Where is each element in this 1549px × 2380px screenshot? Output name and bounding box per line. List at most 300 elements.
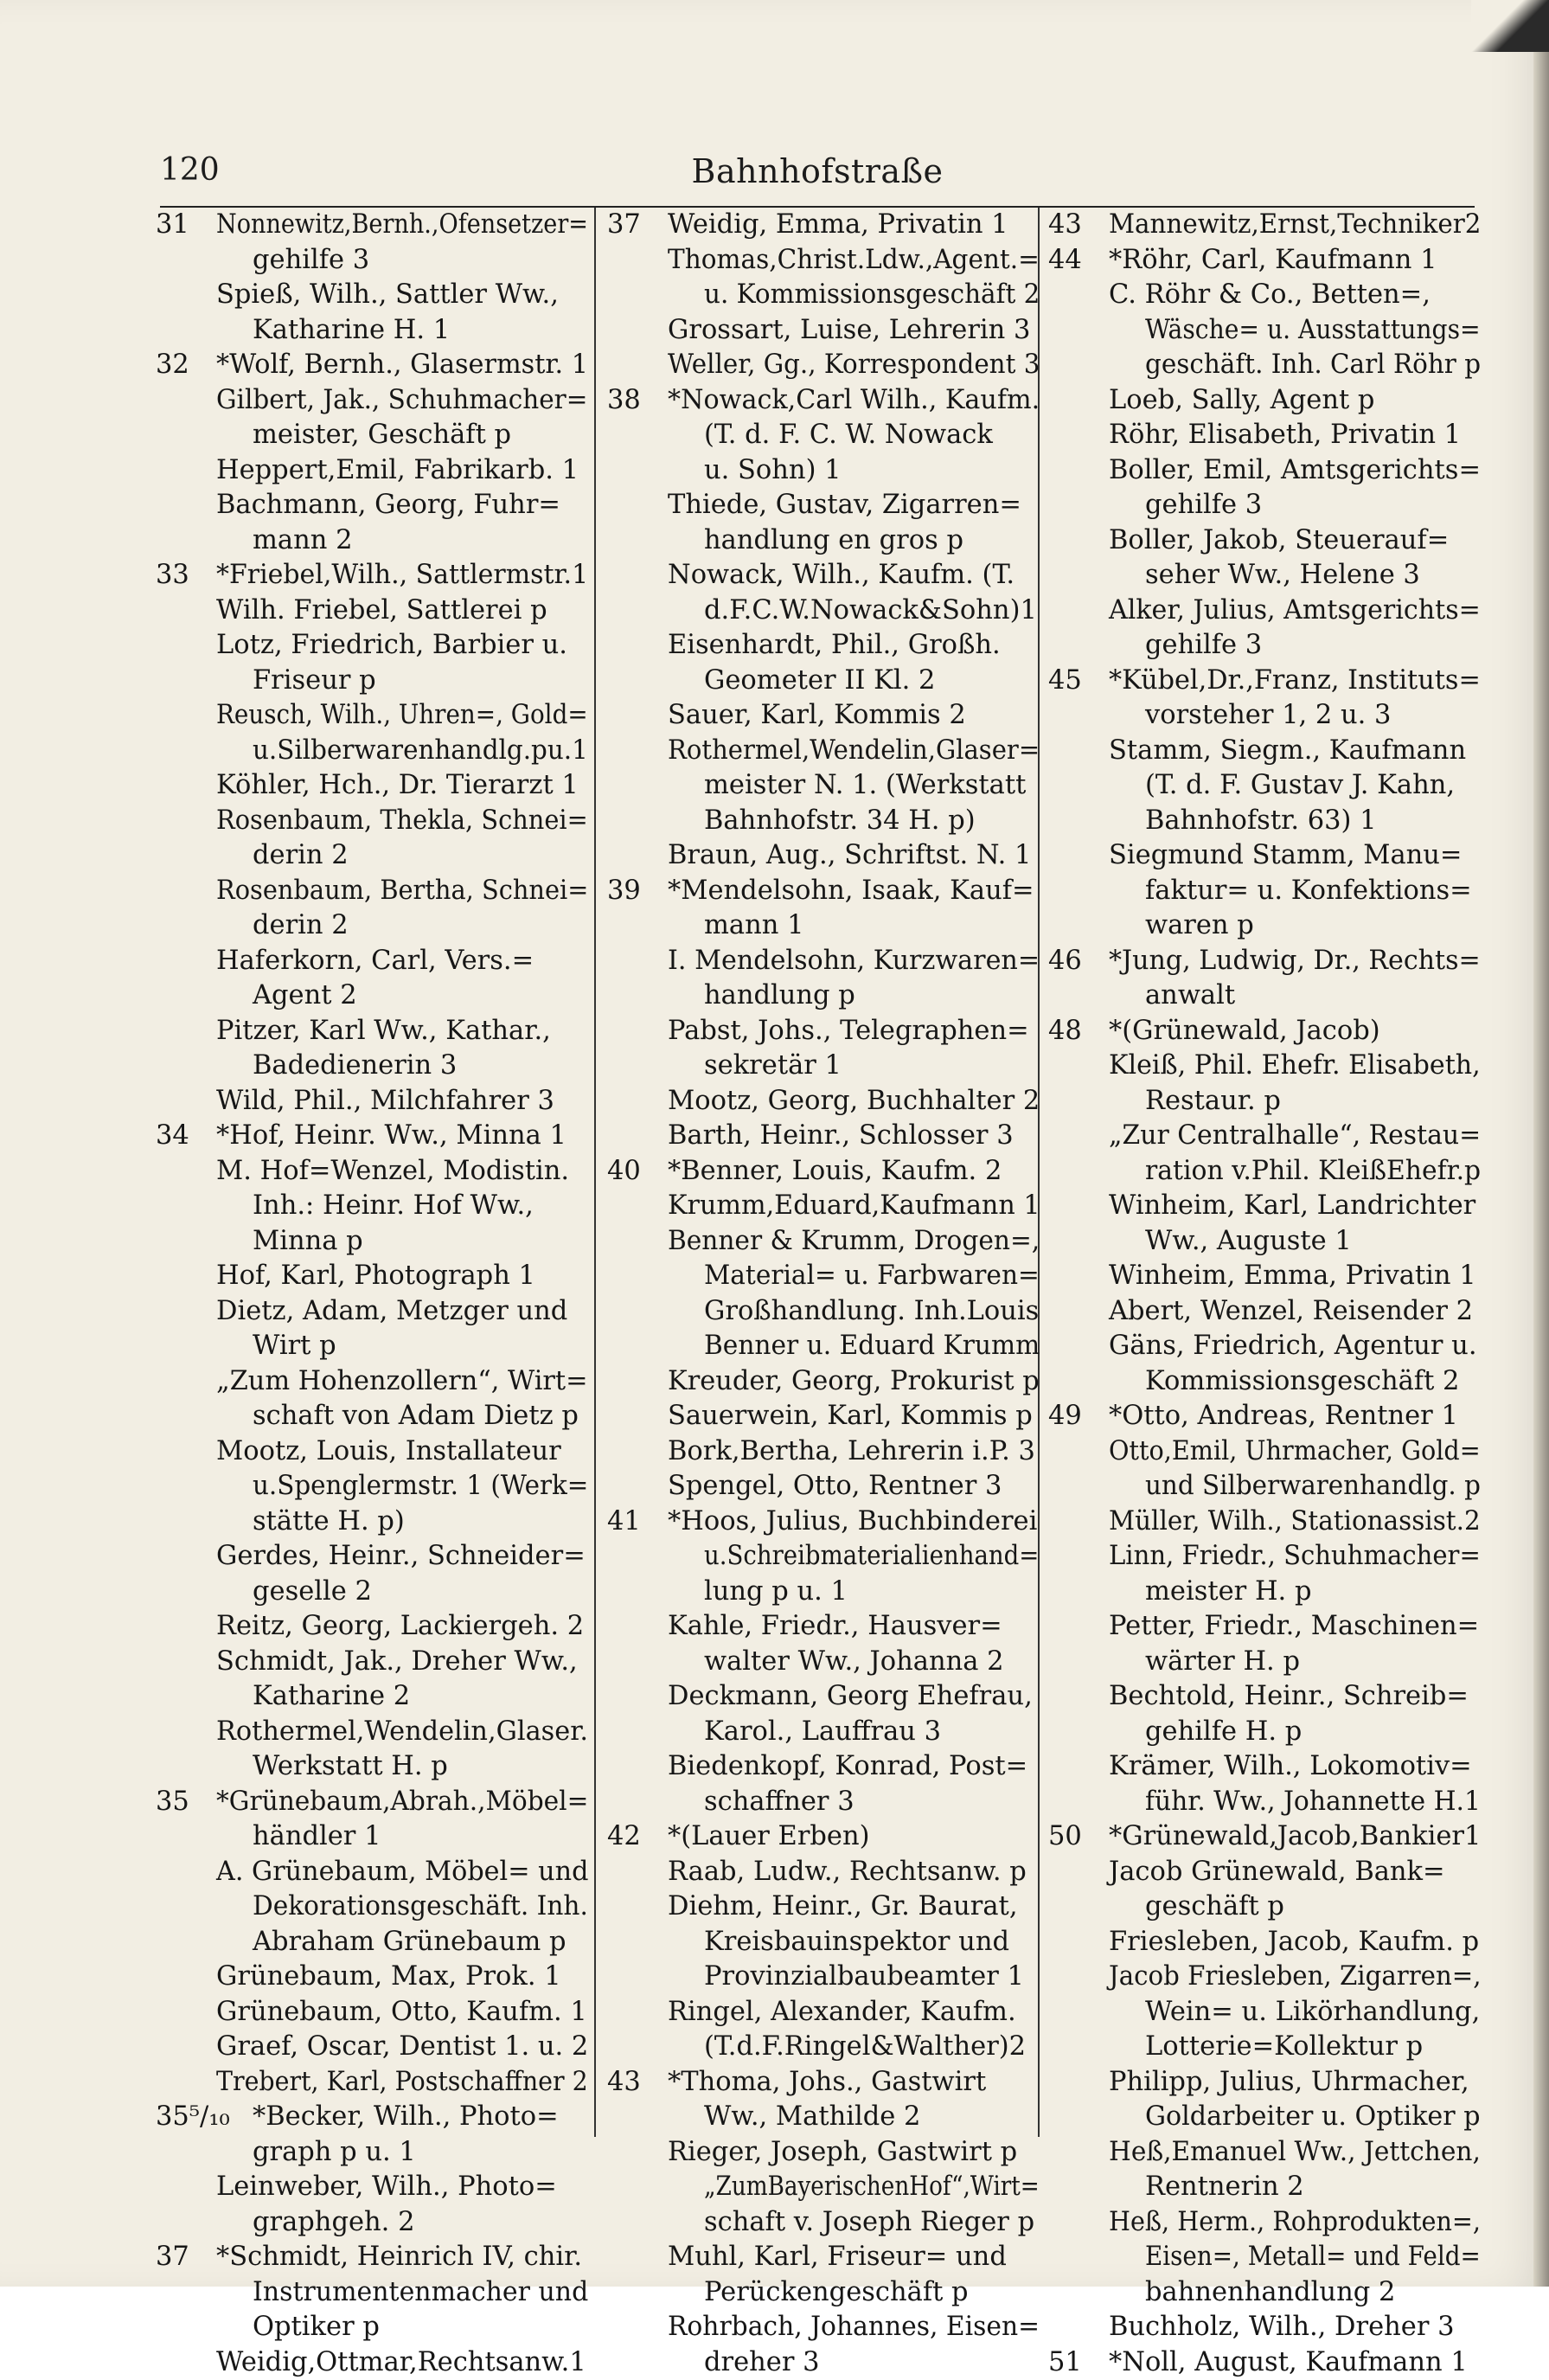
directory-entry-line	[156, 2030, 588, 2065]
directory-entry-line	[1048, 804, 1481, 839]
directory-entry-line	[156, 2205, 588, 2241]
entry-text: stätte H. p)	[253, 1504, 405, 1540]
entry-text: (T. d. F. Gustav J. Kahn,	[1145, 768, 1455, 804]
directory-entry-line	[156, 2170, 588, 2205]
entry-text: *Thoma, Johs., Gastwirt	[668, 2065, 986, 2101]
directory-entry-line	[1048, 1925, 1481, 1960]
entry-text: Kreisbauinspektor und	[704, 1925, 1009, 1960]
directory-entry-line	[156, 2100, 588, 2135]
directory-entry-line	[156, 1294, 588, 1330]
directory-column-3	[1048, 208, 1481, 2380]
entry-text: Kommissionsgeschäft 2	[1145, 1364, 1459, 1400]
directory-entry-line	[607, 698, 1040, 734]
page-number: 120	[160, 152, 220, 188]
directory-entry-line	[607, 1189, 1040, 1224]
house-number: 32	[156, 348, 209, 383]
directory-entry-line	[1048, 2275, 1481, 2311]
directory-entry-line	[156, 768, 588, 804]
directory-entry-line	[156, 1575, 588, 1610]
directory-entry-line	[1048, 208, 1481, 243]
entry-text: derin 2	[253, 908, 349, 944]
directory-entry-line	[1048, 1679, 1481, 1715]
directory-entry-line	[1048, 418, 1481, 453]
directory-entry-line	[1048, 1749, 1481, 1785]
directory-entry-line	[1048, 1154, 1481, 1190]
directory-entry-line	[1048, 908, 1481, 944]
directory-entry-line	[1048, 2135, 1481, 2171]
entry-text: u.Spenglermstr. 1 (Werk=	[253, 1469, 588, 1504]
directory-entry-line	[156, 243, 588, 279]
entry-text: Alker, Julius, Amtsgerichts=	[1109, 593, 1481, 629]
entry-text: *Grünebaum,Abrah.,Möbel=	[216, 1785, 588, 1820]
directory-entry-line	[607, 908, 1040, 944]
directory-entry-line	[607, 313, 1040, 349]
entry-text: Inh.: Heinr. Hof Ww.,	[253, 1189, 534, 1224]
directory-entry-line	[1048, 874, 1481, 909]
entry-text: Dietz, Adam, Metzger und	[216, 1294, 567, 1330]
entry-text: *Noll, August, Kaufmann 1	[1109, 2345, 1468, 2380]
entry-text: Nowack, Wilh., Kaufm. (T.	[668, 558, 1015, 593]
directory-entry-line	[156, 2345, 588, 2380]
directory-entry-line	[156, 2275, 588, 2311]
directory-entry-line	[1048, 1014, 1481, 1049]
directory-entry-line	[1048, 1960, 1481, 1995]
entry-text: Rentnerin 2	[1145, 2170, 1304, 2205]
entry-text: handlung p	[704, 978, 855, 1014]
entry-text: Rohrbach, Johannes, Eisen=	[668, 2310, 1040, 2345]
entry-text: Karol., Lauffrau 3	[704, 1715, 941, 1750]
entry-text: sekretär 1	[704, 1049, 842, 1084]
directory-entry-line	[1048, 1469, 1481, 1504]
entry-text: Dekorationsgeschäft. Inh.	[253, 1889, 588, 1925]
directory-entry-line	[607, 734, 1040, 769]
entry-text: Ww., Mathilde 2	[704, 2100, 920, 2135]
entry-text: Eisen=, Metall= und Feld=	[1145, 2240, 1481, 2275]
directory-entry-line	[156, 1364, 588, 1400]
entry-text: Köhler, Hch., Dr. Tierarzt 1	[216, 768, 579, 804]
directory-entry-line	[607, 1014, 1040, 1049]
entry-text: gehilfe 3	[253, 243, 369, 279]
directory-entry-line	[1048, 1259, 1481, 1294]
entry-text: Ww., Auguste 1	[1145, 1224, 1352, 1260]
directory-entry-line	[607, 2240, 1040, 2275]
house-number: 33	[156, 558, 209, 593]
house-number: 35⁵/₁₀	[156, 2100, 209, 2135]
entry-text: Goldarbeiter u. Optiker p	[1145, 2100, 1480, 2135]
entry-text: Lotz, Friedrich, Barbier u.	[216, 628, 567, 664]
directory-entry-line	[1048, 523, 1481, 559]
entry-text: gehilfe 3	[1145, 628, 1262, 664]
directory-entry-line	[156, 1645, 588, 1680]
entry-text: Eisenhardt, Phil., Großh.	[668, 628, 1001, 664]
directory-entry-line	[607, 243, 1040, 279]
entry-text: Ringel, Alexander, Kaufm.	[668, 1995, 1016, 2030]
entry-text: „ZumBayerischenHof“,Wirt=	[704, 2170, 1040, 2205]
directory-entry-line	[607, 2170, 1040, 2205]
entry-text: und Silberwarenhandlg. p	[1145, 1469, 1481, 1504]
entry-text: *Kübel,Dr.,Franz, Instituts=	[1109, 664, 1481, 699]
entry-text: Winheim, Karl, Landrichter	[1109, 1189, 1475, 1224]
directory-entry-line	[1048, 768, 1481, 804]
directory-entry-line	[156, 2135, 588, 2171]
directory-entry-line	[607, 1154, 1040, 1190]
directory-entry-line	[156, 1049, 588, 1084]
entry-text: gehilfe 3	[1145, 488, 1262, 523]
entry-text: handlung en gros p	[704, 523, 963, 559]
entry-text: Grünebaum, Max, Prok. 1	[216, 1960, 561, 1995]
directory-entry-line	[607, 1679, 1040, 1715]
directory-entry-line	[607, 874, 1040, 909]
entry-text: faktur= u. Konfektions=	[1145, 874, 1472, 909]
house-number: 37	[607, 208, 661, 243]
entry-text: walter Ww., Johanna 2	[704, 1645, 1004, 1680]
directory-entry-line	[607, 1399, 1040, 1434]
house-number: 44	[1048, 243, 1102, 279]
entry-text: schaft von Adam Dietz p	[253, 1399, 579, 1434]
directory-entry-line	[156, 1679, 588, 1715]
entry-text: u. Sohn) 1	[704, 453, 842, 489]
directory-entry-line	[607, 1960, 1040, 1995]
entry-text: Deckmann, Georg Ehefrau,	[668, 1679, 1033, 1715]
entry-text: Schmidt, Jak., Dreher Ww.,	[216, 1645, 578, 1680]
directory-entry-line	[607, 2065, 1040, 2101]
entry-text: Pabst, Johs., Telegraphen=	[668, 1014, 1029, 1049]
entry-text: Wilh. Friebel, Sattlerei p	[216, 593, 547, 629]
directory-column-2	[607, 208, 1040, 2380]
directory-entry-line	[156, 313, 588, 349]
directory-entry-line	[1048, 1855, 1481, 1890]
entry-text: händler 1	[253, 1819, 381, 1855]
directory-entry-line	[156, 1119, 588, 1154]
house-number: 50	[1048, 1819, 1102, 1855]
directory-entry-line	[607, 593, 1040, 629]
entry-text: u.Schreibmaterialienhand=	[704, 1539, 1039, 1575]
directory-entry-line	[156, 1539, 588, 1575]
entry-text: Hof, Karl, Photograph 1	[216, 1259, 535, 1294]
entry-text: Boller, Jakob, Steuerauf=	[1109, 523, 1449, 559]
directory-entry-line	[1048, 978, 1481, 1014]
entry-text: *Hof, Heinr. Ww., Minna 1	[216, 1119, 566, 1154]
directory-entry-line	[1048, 1084, 1481, 1119]
entry-text: A. Grünebaum, Möbel= und	[216, 1855, 588, 1890]
directory-entry-line	[156, 453, 588, 489]
entry-text: *Benner, Louis, Kaufm. 2	[668, 1154, 1002, 1190]
entry-text: geschäft p	[1145, 1889, 1284, 1925]
directory-entry-line	[607, 628, 1040, 664]
directory-entry-line	[607, 1259, 1040, 1294]
house-number: 39	[607, 874, 661, 909]
entry-text: Krumm,Eduard,Kaufmann 1	[668, 1189, 1040, 1224]
directory-entry-line	[607, 2345, 1040, 2380]
directory-entry-line	[607, 1049, 1040, 1084]
house-number: 40	[607, 1154, 661, 1190]
entry-text: Pitzer, Karl Ww., Kathar.,	[216, 1014, 551, 1049]
entry-text: Badedienerin 3	[253, 1049, 457, 1084]
entry-text: Großhandlung. Inh.Louis	[704, 1294, 1039, 1330]
house-number: 49	[1048, 1399, 1102, 1434]
entry-text: Rothermel,Wendelin,Glaser.	[216, 1715, 588, 1750]
directory-entry-line	[607, 523, 1040, 559]
entry-text: *Schmidt, Heinrich IV, chir.	[216, 2240, 582, 2275]
entry-text: *(Lauer Erben)	[668, 1819, 870, 1855]
entry-text: Restaur. p	[1145, 1084, 1281, 1119]
directory-entry-line	[156, 1014, 588, 1049]
directory-entry-line	[1048, 664, 1481, 699]
entry-text: M. Hof=Wenzel, Modistin.	[216, 1154, 569, 1190]
page-corner	[1471, 0, 1549, 52]
entry-text: Reusch, Wilh., Uhren=, Gold=	[216, 698, 588, 734]
entry-text: *Otto, Andreas, Rentner 1	[1109, 1399, 1458, 1434]
directory-entry-line	[1048, 944, 1481, 979]
entry-text: Benner u. Eduard Krumm	[704, 1329, 1040, 1364]
directory-entry-line	[156, 1259, 588, 1294]
directory-entry-line	[1048, 2205, 1481, 2241]
directory-entry-line	[156, 1329, 588, 1364]
entry-text: meister H. p	[1145, 1575, 1311, 1610]
entry-text: (T.d.F.Ringel&Walther)2	[704, 2030, 1026, 2065]
directory-entry-line	[607, 1434, 1040, 1470]
entry-text: Heppert,Emil, Fabrikarb. 1	[216, 453, 579, 489]
entry-text: Thomas,Christ.Ldw.,Agent.=	[668, 243, 1040, 279]
directory-entry-line	[156, 1504, 588, 1540]
entry-text: *Friebel,Wilh., Sattlermstr.1	[216, 558, 588, 593]
entry-text: Rieger, Joseph, Gastwirt p	[668, 2135, 1017, 2171]
entry-text: C. Röhr & Co., Betten=,	[1109, 278, 1431, 313]
entry-text: Mannewitz,Ernst,Techniker2	[1109, 208, 1481, 243]
directory-entry-line	[1048, 2100, 1481, 2135]
house-number: 48	[1048, 1014, 1102, 1049]
house-number: 51	[1048, 2345, 1102, 2380]
entry-text: *Hoos, Julius, Buchbinderei	[668, 1504, 1037, 1540]
directory-entry-line	[607, 1785, 1040, 1820]
directory-entry-line	[156, 698, 588, 734]
entry-text: Bahnhofstr. 63) 1	[1145, 804, 1377, 839]
directory-entry-line	[156, 1995, 588, 2030]
entry-text: lung p u. 1	[704, 1575, 848, 1610]
entry-text: geselle 2	[253, 1575, 372, 1610]
house-number: 38	[607, 383, 661, 419]
entry-text: Stamm, Siegm., Kaufmann	[1109, 734, 1466, 769]
directory-entry-line	[607, 348, 1040, 383]
entry-text: Weidig, Emma, Privatin 1	[668, 208, 1008, 243]
house-number: 37	[156, 2240, 209, 2275]
directory-entry-line	[156, 978, 588, 1014]
directory-entry-line	[1048, 1224, 1481, 1260]
entry-text: Heß, Herm., Rohprodukten=,	[1109, 2205, 1481, 2241]
entry-text: *Röhr, Carl, Kaufmann 1	[1109, 243, 1437, 279]
directory-entry-line	[156, 1609, 588, 1645]
entry-text: Instrumentenmacher und	[253, 2275, 588, 2311]
directory-entry-line	[607, 2100, 1040, 2135]
directory-entry-line	[1048, 1889, 1481, 1925]
directory-entry-line	[607, 278, 1040, 313]
directory-entry-line	[607, 383, 1040, 419]
entry-text: Barth, Heinr., Schlosser 3	[668, 1119, 1014, 1154]
column-divider	[594, 208, 596, 2137]
directory-entry-line	[1048, 1119, 1481, 1154]
entry-text: *(Grünewald, Jacob)	[1109, 1014, 1380, 1049]
directory-entry-line	[1048, 2345, 1481, 2380]
directory-entry-line	[156, 1469, 588, 1504]
entry-text: Weller, Gg., Korrespondent 3	[668, 348, 1040, 383]
entry-text: Abert, Wenzel, Reisender 2	[1109, 1294, 1473, 1330]
directory-entry-line	[1048, 488, 1481, 523]
directory-entry-line	[156, 1960, 588, 1995]
directory-entry-line	[156, 1715, 588, 1750]
directory-entry-line	[156, 1819, 588, 1855]
directory-entry-line	[1048, 243, 1481, 279]
entry-text: ration v.Phil. KleißEhefr.p	[1145, 1154, 1481, 1190]
directory-entry-line	[156, 558, 588, 593]
directory-entry-line	[1048, 1189, 1481, 1224]
page-edge	[1533, 0, 1549, 2287]
directory-entry-line	[607, 558, 1040, 593]
entry-text: u. Kommissionsgeschäft 2	[704, 278, 1040, 313]
directory-entry-line	[607, 453, 1040, 489]
house-number: 45	[1048, 664, 1102, 699]
house-number: 35	[156, 1785, 209, 1820]
directory-entry-line	[156, 1189, 588, 1224]
directory-entry-line	[607, 1645, 1040, 1680]
directory-entry-line	[607, 1539, 1040, 1575]
directory-entry-line	[156, 488, 588, 523]
directory-entry-line	[1048, 2240, 1481, 2275]
entry-text: Winheim, Emma, Privatin 1	[1109, 1259, 1476, 1294]
entry-text: Werkstatt H. p	[253, 1749, 448, 1785]
entry-text: Rosenbaum, Thekla, Schnei=	[216, 804, 588, 839]
entry-text: I. Mendelsohn, Kurzwaren=	[668, 944, 1040, 979]
entry-text: „Zur Centralhalle“, Restau=	[1109, 1119, 1481, 1154]
entry-text: graphgeh. 2	[253, 2205, 414, 2241]
directory-entry-line	[607, 1084, 1040, 1119]
entry-text: Minna p	[253, 1224, 363, 1260]
directory-entry-line	[607, 944, 1040, 979]
entry-text: Abraham Grünebaum p	[253, 1925, 566, 1960]
directory-entry-line	[607, 1119, 1040, 1154]
directory-entry-line	[1048, 313, 1481, 349]
directory-entry-line	[156, 908, 588, 944]
directory-entry-line	[1048, 1995, 1481, 2030]
entry-text: Provinzialbaubeamter 1	[704, 1960, 1024, 1995]
entry-text: Heß,Emanuel Ww., Jettchen,	[1109, 2135, 1481, 2171]
entry-text: Boller, Emil, Amtsgerichts=	[1109, 453, 1481, 489]
directory-entry-line	[156, 944, 588, 979]
entry-text: Leinweber, Wilh., Photo=	[216, 2170, 557, 2205]
entry-text: meister N. 1. (Werkstatt	[704, 768, 1026, 804]
entry-text: Philipp, Julius, Uhrmacher,	[1109, 2065, 1469, 2101]
house-number: 42	[607, 1819, 661, 1855]
directory-entry-line	[156, 2065, 588, 2101]
entry-text: führ. Ww., Johannette H.1	[1145, 1785, 1481, 1820]
directory-entry-line	[607, 1819, 1040, 1855]
directory-entry-line	[1048, 558, 1481, 593]
entry-text: meister, Geschäft p	[253, 418, 511, 453]
house-number: 31	[156, 208, 209, 243]
entry-text: Kreuder, Georg, Prokurist p	[668, 1364, 1040, 1400]
directory-entry-line	[607, 1715, 1040, 1750]
directory-entry-line	[607, 418, 1040, 453]
directory-entry-line	[1048, 628, 1481, 664]
entry-text: waren p	[1145, 908, 1254, 944]
directory-entry-line	[607, 1609, 1040, 1645]
entry-text: Haferkorn, Carl, Vers.=	[216, 944, 534, 979]
directory-entry-line	[156, 1925, 588, 1960]
directory-entry-line	[607, 1504, 1040, 1540]
entry-text: Spengel, Otto, Rentner 3	[668, 1469, 1002, 1504]
entry-text: gehilfe H. p	[1145, 1715, 1302, 1750]
entry-text: Müller, Wilh., Stationassist.2	[1109, 1504, 1481, 1540]
entry-text: Rosenbaum, Bertha, Schnei=	[216, 874, 588, 909]
entry-text: geschäft. Inh. Carl Röhr p	[1145, 348, 1481, 383]
directory-entry-line	[156, 1224, 588, 1260]
entry-text: Bechtold, Heinr., Schreib=	[1109, 1679, 1469, 1715]
directory-entry-line	[607, 1855, 1040, 1890]
entry-text: graph p u. 1	[253, 2135, 416, 2171]
directory-entry-line	[1048, 1504, 1481, 1540]
directory-entry-line	[607, 2205, 1040, 2241]
entry-text: Bachmann, Georg, Fuhr=	[216, 488, 560, 523]
entry-text: Kleiß, Phil. Ehefr. Elisabeth,	[1109, 1049, 1481, 1084]
directory-entry-line	[156, 1399, 588, 1434]
entry-text: Friseur p	[253, 664, 376, 699]
directory-entry-line	[156, 664, 588, 699]
directory-entry-line	[607, 1469, 1040, 1504]
directory-entry-line	[1048, 1539, 1481, 1575]
directory-entry-line	[1048, 383, 1481, 419]
entry-text: Friesleben, Jacob, Kaufm. p	[1109, 1925, 1479, 1960]
directory-entry-line	[156, 348, 588, 383]
directory-entry-line	[156, 418, 588, 453]
entry-text: Weidig,Ottmar,Rechtsanw.1	[216, 2345, 586, 2380]
entry-text: *Becker, Wilh., Photo=	[253, 2100, 559, 2135]
entry-text: Kahle, Friedr., Hausver=	[668, 1609, 1002, 1645]
entry-text: Buchholz, Wilh., Dreher 3	[1109, 2310, 1455, 2345]
entry-text: Graef, Oscar, Dentist 1. u. 2	[216, 2030, 588, 2065]
directory-entry-line	[156, 593, 588, 629]
page-header	[160, 145, 1475, 208]
directory-entry-line	[156, 874, 588, 909]
entry-text: Bahnhofstr. 34 H. p)	[704, 804, 976, 839]
directory-entry-line	[607, 1889, 1040, 1925]
directory-entry-line	[156, 208, 588, 243]
directory-entry-line	[607, 2135, 1040, 2171]
entry-text: mann 1	[704, 908, 804, 944]
entry-text: Sauerwein, Karl, Kommis p	[668, 1399, 1033, 1434]
directory-entry-line	[1048, 278, 1481, 313]
entry-text: bahnenhandlung 2	[1145, 2275, 1395, 2311]
directory-entry-line	[607, 804, 1040, 839]
directory-entry-line	[607, 2275, 1040, 2311]
entry-text: Reitz, Georg, Lackiergeh. 2	[216, 1609, 584, 1645]
directory-entry-line	[156, 1785, 588, 1820]
directory-entry-line	[156, 1749, 588, 1785]
entry-text: vorsteher 1, 2 u. 3	[1145, 698, 1391, 734]
directory-entry-line	[156, 2310, 588, 2345]
entry-text: dreher 3	[704, 2345, 820, 2380]
directory-entry-line	[156, 383, 588, 419]
directory-entry-line	[156, 1434, 588, 1470]
directory-entry-line	[1048, 2170, 1481, 2205]
entry-text: Geometer II Kl. 2	[704, 664, 935, 699]
entry-text: Material= u. Farbwaren=	[704, 1259, 1040, 1294]
entry-text: *Nowack,Carl Wilh., Kaufm.	[668, 383, 1040, 419]
entry-text: Trebert, Karl, Postschaffner 2	[216, 2065, 588, 2101]
directory-entry-line	[607, 1224, 1040, 1260]
directory-entry-line	[1048, 1575, 1481, 1610]
entry-text: derin 2	[253, 838, 349, 874]
entry-text: wärter H. p	[1145, 1645, 1300, 1680]
entry-text: Sauer, Karl, Kommis 2	[668, 698, 966, 734]
